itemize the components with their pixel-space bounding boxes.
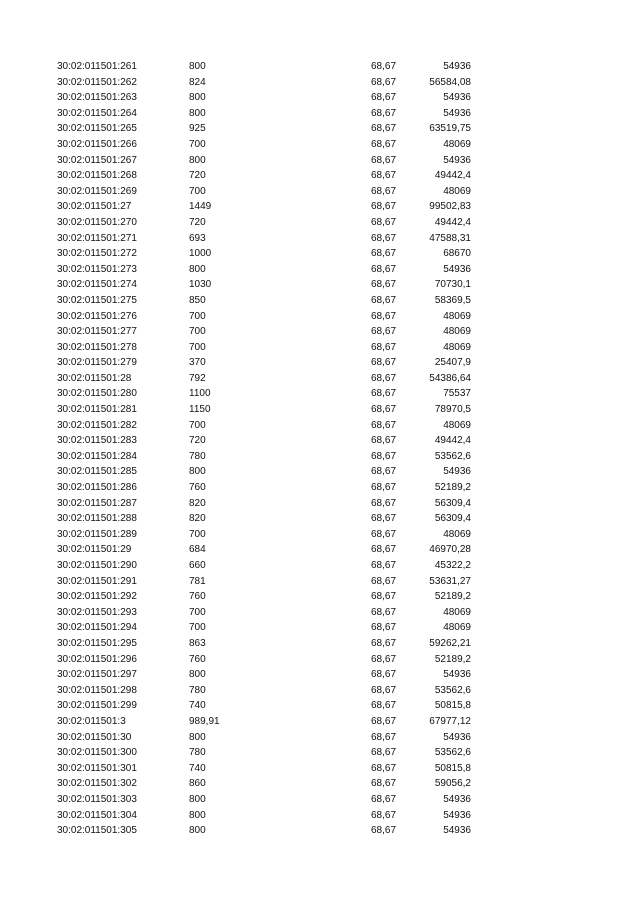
rate-cell: 68,67 — [371, 513, 397, 525]
table-row — [0, 574, 640, 590]
cadastral-value-cell: 53562,6 — [434, 684, 471, 696]
cadastral-value-cell: 63519,75 — [429, 123, 471, 135]
data-table — [0, 59, 640, 839]
rate-cell: 68,67 — [371, 388, 397, 400]
table-row — [0, 761, 640, 777]
cadastral-value-cell: 54936 — [443, 61, 471, 72]
cadastral-value-cell: 54386,64 — [429, 372, 471, 384]
cadastral-number-cell: 30:02:011501:292 — [57, 591, 137, 603]
cadastral-number-cell: 30:02:011501:305 — [57, 825, 137, 837]
rate-cell: 68,67 — [371, 232, 397, 244]
cadastral-value-cell: 54936 — [443, 825, 471, 837]
area-cell: 781 — [189, 575, 206, 587]
rate-cell: 68,67 — [371, 154, 397, 166]
cadastral-number-cell: 30:02:011501:283 — [57, 435, 137, 447]
rate-cell: 68,67 — [371, 528, 397, 540]
table-row — [0, 75, 640, 91]
area-cell: 700 — [189, 138, 206, 150]
cadastral-value-cell: 68670 — [443, 248, 471, 260]
cadastral-value-cell: 48069 — [443, 138, 471, 150]
table-row — [0, 558, 640, 574]
cadastral-number-cell: 30:02:011501:297 — [57, 669, 137, 681]
area-cell: 1449 — [189, 201, 212, 213]
area-cell: 800 — [189, 107, 206, 119]
cadastral-value-cell: 59056,2 — [434, 778, 471, 790]
cadastral-value-cell: 48069 — [443, 419, 471, 431]
table-row — [0, 823, 640, 839]
cadastral-value-cell: 58369,5 — [434, 294, 471, 306]
cadastral-value-cell: 56584,08 — [429, 76, 471, 88]
area-cell: 740 — [189, 700, 206, 712]
cadastral-value-cell: 99502,83 — [429, 201, 471, 213]
table-row — [0, 808, 640, 824]
cadastral-number-cell: 30:02:011501:267 — [57, 154, 137, 166]
cadastral-value-cell: 56309,4 — [434, 497, 471, 509]
rate-cell: 68,67 — [371, 747, 397, 759]
area-cell: 800 — [189, 793, 206, 805]
rate-cell: 68,67 — [371, 466, 397, 478]
cadastral-number-cell: 30:02:011501:264 — [57, 107, 137, 119]
cadastral-value-cell: 54936 — [443, 466, 471, 478]
cadastral-value-cell: 50815,8 — [434, 762, 471, 774]
table-row — [0, 340, 640, 356]
cadastral-value-cell: 48069 — [443, 341, 471, 353]
area-cell: 780 — [189, 747, 206, 759]
rate-cell: 68,67 — [371, 809, 397, 821]
rate-cell: 68,67 — [371, 404, 397, 416]
rate-cell: 68,67 — [371, 279, 397, 291]
rate-cell: 68,67 — [371, 560, 397, 571]
table-row — [0, 262, 640, 278]
area-cell: 1000 — [189, 248, 212, 260]
area-cell: 850 — [189, 294, 206, 306]
rate-cell: 68,67 — [371, 778, 397, 790]
cadastral-number-cell: 30:02:011501:268 — [57, 170, 137, 182]
table-row — [0, 730, 640, 746]
table-row — [0, 667, 640, 683]
area-cell: 700 — [189, 606, 206, 618]
cadastral-number-cell: 30:02:011501:303 — [57, 793, 137, 805]
cadastral-number-cell: 30:02:011501:298 — [57, 684, 137, 696]
area-cell: 720 — [189, 170, 206, 182]
cadastral-number-cell: 30:02:011501:282 — [57, 419, 137, 431]
cadastral-value-cell: 56309,4 — [434, 513, 471, 525]
cadastral-value-cell: 48069 — [443, 310, 471, 322]
cadastral-number-cell: 30:02:011501:287 — [57, 497, 137, 509]
rate-cell: 68,67 — [371, 700, 397, 712]
cadastral-value-cell: 49442,4 — [434, 435, 471, 447]
cadastral-value-cell: 46970,28 — [429, 544, 471, 556]
area-cell: 700 — [189, 185, 206, 197]
table-row — [0, 106, 640, 122]
table-row — [0, 433, 640, 449]
cadastral-number-cell: 30:02:011501:261 — [57, 61, 137, 72]
rate-cell: 68,67 — [371, 372, 397, 384]
cadastral-value-cell: 54936 — [443, 92, 471, 104]
cadastral-value-cell: 59262,21 — [429, 637, 471, 649]
area-cell: 989,91 — [189, 715, 220, 727]
cadastral-number-cell: 30:02:011501:279 — [57, 357, 137, 369]
area-cell: 863 — [189, 637, 206, 649]
rate-cell: 68,67 — [371, 107, 397, 119]
rate-cell: 68,67 — [371, 669, 397, 681]
cadastral-number-cell: 30:02:011501:284 — [57, 450, 137, 462]
rate-cell: 68,67 — [371, 715, 397, 727]
cadastral-number-cell: 30:02:011501:288 — [57, 513, 137, 525]
cadastral-number-cell: 30:02:011501:286 — [57, 482, 137, 494]
cadastral-number-cell: 30:02:011501:28 — [57, 372, 132, 384]
cadastral-value-cell: 53562,6 — [434, 747, 471, 759]
cadastral-value-cell: 54936 — [443, 154, 471, 166]
table-row — [0, 355, 640, 371]
table-row — [0, 605, 640, 621]
area-cell: 700 — [189, 310, 206, 322]
cadastral-value-cell: 52189,2 — [434, 482, 471, 494]
cadastral-value-cell: 75537 — [443, 388, 471, 400]
rate-cell: 68,67 — [371, 216, 397, 228]
area-cell: 800 — [189, 466, 206, 478]
cadastral-number-cell: 30:02:011501:294 — [57, 622, 137, 634]
table-row — [0, 402, 640, 418]
table-row — [0, 418, 640, 434]
cadastral-number-cell: 30:02:011501:29 — [57, 544, 132, 556]
area-cell: 684 — [189, 544, 206, 556]
rate-cell: 68,67 — [371, 92, 397, 104]
cadastral-number-cell: 30:02:011501:302 — [57, 778, 137, 790]
table-row — [0, 714, 640, 730]
table-row — [0, 449, 640, 465]
cadastral-number-cell: 30:02:011501:295 — [57, 637, 137, 649]
rate-cell: 68,67 — [371, 825, 397, 837]
area-cell: 370 — [189, 357, 206, 369]
cadastral-number-cell: 30:02:011501:27 — [57, 201, 132, 213]
rate-cell: 68,67 — [371, 123, 397, 135]
table-row — [0, 620, 640, 636]
cadastral-value-cell: 47588,31 — [429, 232, 471, 244]
table-row — [0, 293, 640, 309]
rate-cell: 68,67 — [371, 248, 397, 260]
cadastral-number-cell: 30:02:011501:280 — [57, 388, 137, 400]
cadastral-number-cell: 30:02:011501:290 — [57, 560, 137, 571]
cadastral-number-cell: 30:02:011501:271 — [57, 232, 137, 244]
rate-cell: 68,67 — [371, 450, 397, 462]
table-row — [0, 480, 640, 496]
area-cell: 800 — [189, 809, 206, 821]
area-cell: 800 — [189, 731, 206, 743]
table-row — [0, 496, 640, 512]
table-row — [0, 371, 640, 387]
table-row — [0, 683, 640, 699]
table-row — [0, 386, 640, 402]
table-row — [0, 215, 640, 231]
cadastral-value-cell: 25407,9 — [434, 357, 471, 369]
rate-cell: 68,67 — [371, 76, 397, 88]
rate-cell: 68,67 — [371, 793, 397, 805]
rate-cell: 68,67 — [371, 482, 397, 494]
cadastral-number-cell: 30:02:011501:273 — [57, 263, 137, 275]
area-cell: 820 — [189, 497, 206, 509]
table-row — [0, 776, 640, 792]
rate-cell: 68,67 — [371, 310, 397, 322]
cadastral-number-cell: 30:02:011501:289 — [57, 528, 137, 540]
area-cell: 800 — [189, 154, 206, 166]
cadastral-number-cell: 30:02:011501:301 — [57, 762, 137, 774]
cadastral-value-cell: 52189,2 — [434, 653, 471, 665]
cadastral-value-cell: 48069 — [443, 185, 471, 197]
area-cell: 925 — [189, 123, 206, 135]
table-row — [0, 324, 640, 340]
rate-cell: 68,67 — [371, 341, 397, 353]
area-cell: 693 — [189, 232, 206, 244]
area-cell: 824 — [189, 76, 206, 88]
area-cell: 800 — [189, 92, 206, 104]
cadastral-number-cell: 30:02:011501:270 — [57, 216, 137, 228]
cadastral-number-cell: 30:02:011501:300 — [57, 747, 137, 759]
rate-cell: 68,67 — [371, 591, 397, 603]
cadastral-value-cell: 70730,1 — [434, 279, 471, 291]
table-row — [0, 137, 640, 153]
table-row — [0, 184, 640, 200]
table-row — [0, 636, 640, 652]
cadastral-number-cell: 30:02:011501:281 — [57, 404, 137, 416]
table-row — [0, 121, 640, 137]
rate-cell: 68,67 — [371, 170, 397, 182]
cadastral-number-cell: 30:02:011501:304 — [57, 809, 137, 821]
rate-cell: 68,67 — [371, 762, 397, 774]
cadastral-number-cell: 30:02:011501:296 — [57, 653, 137, 665]
cadastral-number-cell: 30:02:011501:275 — [57, 294, 137, 306]
cadastral-number-cell: 30:02:011501:262 — [57, 76, 137, 88]
area-cell: 1030 — [189, 279, 212, 291]
area-cell: 740 — [189, 762, 206, 774]
table-row — [0, 231, 640, 247]
table-row — [0, 246, 640, 262]
rate-cell: 68,67 — [371, 435, 397, 447]
table-row — [0, 168, 640, 184]
cadastral-number-cell: 30:02:011501:266 — [57, 138, 137, 150]
table-row — [0, 511, 640, 527]
rate-cell: 68,67 — [371, 497, 397, 509]
cadastral-value-cell: 48069 — [443, 606, 471, 618]
area-cell: 800 — [189, 669, 206, 681]
rate-cell: 68,67 — [371, 201, 397, 213]
cadastral-value-cell: 48069 — [443, 622, 471, 634]
cadastral-value-cell: 53631,27 — [429, 575, 471, 587]
rate-cell: 68,67 — [371, 138, 397, 150]
area-cell: 860 — [189, 778, 206, 790]
cadastral-value-cell: 49442,4 — [434, 170, 471, 182]
table-row — [0, 309, 640, 325]
cadastral-value-cell: 50815,8 — [434, 700, 471, 712]
table-row — [0, 745, 640, 761]
rate-cell: 68,67 — [371, 731, 397, 743]
area-cell: 800 — [189, 263, 206, 275]
area-cell: 700 — [189, 622, 206, 634]
table-row — [0, 277, 640, 293]
rate-cell: 68,67 — [371, 419, 397, 431]
area-cell: 720 — [189, 216, 206, 228]
rate-cell: 68,67 — [371, 684, 397, 696]
rate-cell: 68,67 — [371, 653, 397, 665]
area-cell: 800 — [189, 825, 206, 837]
area-cell: 700 — [189, 419, 206, 431]
area-cell: 700 — [189, 341, 206, 353]
area-cell: 820 — [189, 513, 206, 525]
table-row — [0, 589, 640, 605]
table-row — [0, 153, 640, 169]
rate-cell: 68,67 — [371, 575, 397, 587]
cadastral-value-cell: 54936 — [443, 263, 471, 275]
area-cell: 792 — [189, 372, 206, 384]
table-row — [0, 792, 640, 808]
area-cell: 780 — [189, 684, 206, 696]
rate-cell: 68,67 — [371, 606, 397, 618]
rate-cell: 68,67 — [371, 622, 397, 634]
cadastral-number-cell: 30:02:011501:265 — [57, 123, 137, 135]
table-row — [0, 464, 640, 480]
cadastral-number-cell: 30:02:011501:293 — [57, 606, 137, 618]
cadastral-value-cell: 67977,12 — [429, 715, 471, 727]
cadastral-number-cell: 30:02:011501:299 — [57, 700, 137, 712]
rate-cell: 68,67 — [371, 185, 397, 197]
area-cell: 800 — [189, 61, 206, 72]
cadastral-value-cell: 45322,2 — [434, 560, 471, 571]
area-cell: 760 — [189, 482, 206, 494]
cadastral-number-cell: 30:02:011501:274 — [57, 279, 137, 291]
cadastral-value-cell: 78970,5 — [434, 404, 471, 416]
cadastral-value-cell: 49442,4 — [434, 216, 471, 228]
cadastral-value-cell: 48069 — [443, 528, 471, 540]
area-cell: 760 — [189, 591, 206, 603]
rate-cell: 68,67 — [371, 294, 397, 306]
table-row — [0, 59, 640, 75]
cadastral-number-cell: 30:02:011501:276 — [57, 310, 137, 322]
cadastral-number-cell: 30:02:011501:285 — [57, 466, 137, 478]
cadastral-number-cell: 30:02:011501:263 — [57, 92, 137, 104]
area-cell: 1150 — [189, 404, 211, 416]
rate-cell: 68,67 — [371, 637, 397, 649]
area-cell: 700 — [189, 528, 206, 540]
area-cell: 720 — [189, 435, 206, 447]
rate-cell: 68,67 — [371, 61, 397, 72]
cadastral-value-cell: 53562,6 — [434, 450, 471, 462]
cadastral-number-cell: 30:02:011501:3 — [57, 715, 126, 727]
table-row — [0, 698, 640, 714]
rate-cell: 68,67 — [371, 357, 397, 369]
area-cell: 1100 — [189, 388, 211, 400]
cadastral-number-cell: 30:02:011501:278 — [57, 341, 137, 353]
table-row — [0, 90, 640, 106]
cadastral-value-cell: 54936 — [443, 809, 471, 821]
area-cell: 660 — [189, 560, 206, 571]
cadastral-value-cell: 54936 — [443, 731, 471, 743]
table-row — [0, 199, 640, 215]
cadastral-number-cell: 30:02:011501:272 — [57, 248, 137, 260]
cadastral-value-cell: 52189,2 — [434, 591, 471, 603]
cadastral-number-cell: 30:02:011501:277 — [57, 326, 137, 338]
rate-cell: 68,67 — [371, 263, 397, 275]
cadastral-value-cell: 54936 — [443, 107, 471, 119]
table-row — [0, 527, 640, 543]
cadastral-value-cell: 54936 — [443, 669, 471, 681]
area-cell: 780 — [189, 450, 206, 462]
table-row — [0, 652, 640, 668]
table-row — [0, 542, 640, 558]
area-cell: 700 — [189, 326, 206, 338]
rate-cell: 68,67 — [371, 326, 397, 338]
cadastral-number-cell: 30:02:011501:269 — [57, 185, 137, 197]
cadastral-value-cell: 54936 — [443, 793, 471, 805]
rate-cell: 68,67 — [371, 544, 397, 556]
cadastral-number-cell: 30:02:011501:30 — [57, 731, 132, 743]
cadastral-number-cell: 30:02:011501:291 — [57, 575, 137, 587]
cadastral-value-cell: 48069 — [443, 326, 471, 338]
area-cell: 760 — [189, 653, 206, 665]
